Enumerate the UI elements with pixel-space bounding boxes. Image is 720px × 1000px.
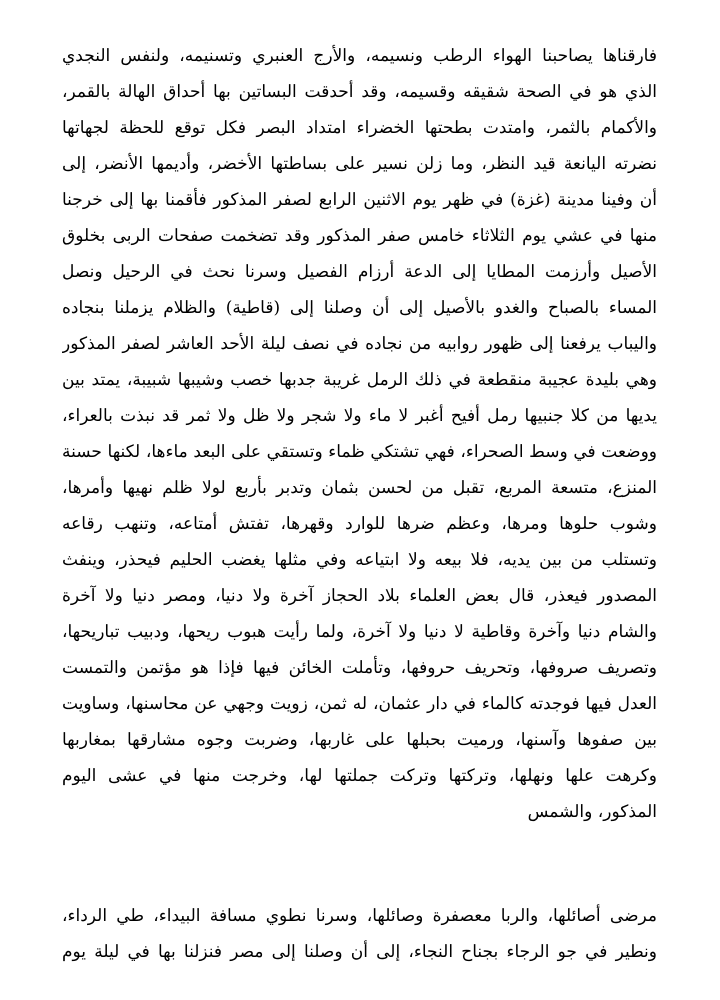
text-line: وكرهت علها ونهلها، وتركتها وتركت جملتها لها، وخرجت منها في عشى اليوم bbox=[62, 766, 657, 786]
paragraph bbox=[62, 38, 657, 830]
text-line: وشوب حلوها ومرها، وعظم ضرها للوارد وقهرها، تفتش أمتاعه، وتنهب رقاعه bbox=[62, 514, 657, 534]
text-line: المصدور فيعذر، قال بعض العلماء بلاد الحجاز آخرة ولا دنيا، ومصر دنيا ولا آخرة bbox=[62, 586, 657, 606]
text-line: وهي بليدة عجيبة منقطعة في ذلك الرمل غريبة جدبها خصب وشيبها شبيبة، يمتد بين bbox=[62, 370, 657, 390]
text-line: فارقناها يصاحبنا الهواء الرطب ونسيمه، والأرج العنبري وتسنيمه، ولنفس النجدي bbox=[62, 46, 657, 66]
text-line: والشام دنيا وآخرة وقاطية لا دنيا ولا آخرة، ولما رأيت هبوب ريحها، ودبيب تباريحها، bbox=[62, 622, 657, 642]
text-line: المساء بالصباح والغدو بالأصيل إلى أن وصلنا إلى (قاطية) والظلام يزملنا بنجاده bbox=[62, 298, 657, 318]
paragraph bbox=[62, 898, 657, 970]
text-line: يديها من كلا جنبيها رمل أفيح أغبر لا ماء ولا شجر ولا ظل ولا ثمر قد نبذت بالعراء، bbox=[62, 406, 657, 426]
text-line: المنزع، متسعة المربع، تقبل من لحسن بثمان وتدبر بأربع لولا ظلم نهيها وأمرها، bbox=[62, 478, 657, 498]
text-line: وتصريف صروفها، وتحريف حروفها، وتأملت الخائن فيها فإذا هو مؤتمن والتمست bbox=[62, 658, 657, 678]
text-line: واليباب يرفعنا إلى ظهور روابيه من نجاده في نصف ليلة الأحد العاشر لصفر المذكور bbox=[62, 334, 657, 354]
text-line: الذي هو في الصحة شقيقه وقسيمه، وقد أحدقت البساتين بها أحداق الهالة بالقمر، bbox=[62, 82, 657, 102]
text-line: المذكور، والشمس bbox=[527, 802, 657, 822]
text-line: مرضى أصائلها، والربا معصفرة وصائلها، وسرنا نطوي مسافة البيداء، طي الرداء، bbox=[62, 906, 657, 926]
text-line: والأكمام بالثمر، وامتدت بطحتها الخضراء امتداد البصر فكل توقع للحظة لجهاتها bbox=[62, 118, 657, 138]
text-line: بين صفوها وآسنها، ورميت بحبلها على غاربها، وضربت وجوه مشارقها بمغاربها bbox=[62, 730, 657, 750]
text-line: وتستلب من بين يديه، فلا بيعه ولا ابتياعه وفي مثلها يغضب الحليم فيحذر، وينفث bbox=[62, 550, 657, 570]
text-line: ووضعت في وسط الصحراء، فهي تشتكي ظماء وتستقي على البعد ماءها، لكنها حسنة bbox=[62, 442, 657, 462]
text-line: نضرته اليانعة قيد النظر، وما زلن نسير على بساطتها الأخضر، وأديمها الأنضر، إلى bbox=[62, 154, 657, 174]
text-line: العدل فيها فوجدته كالماء في دار عثمان، له ثمن، زويت وجهي عن محاسنها، وساويت bbox=[62, 694, 657, 714]
text-line: منها في عشي يوم الثلاثاء خامس صفر المذكور وقد تضخمت صفحات الربى بخلوق bbox=[62, 226, 657, 246]
text-line: ونطير في جو الرجاء بجناح النجاء، إلى أن وصلنا إلى مصر فنزلنا بها في ليلة يوم bbox=[62, 942, 657, 962]
text-line: أن وفينا مدينة (غزة) في ظهر يوم الاثنين الرابع لصفر المذكور فأقمنا بها إلى خرجنا bbox=[62, 190, 657, 210]
text-line: الأصيل وأرزمت المطايا إلى الدعة أرزام الفصيل وسرنا نحث في الرحيل ونصل bbox=[62, 262, 657, 282]
